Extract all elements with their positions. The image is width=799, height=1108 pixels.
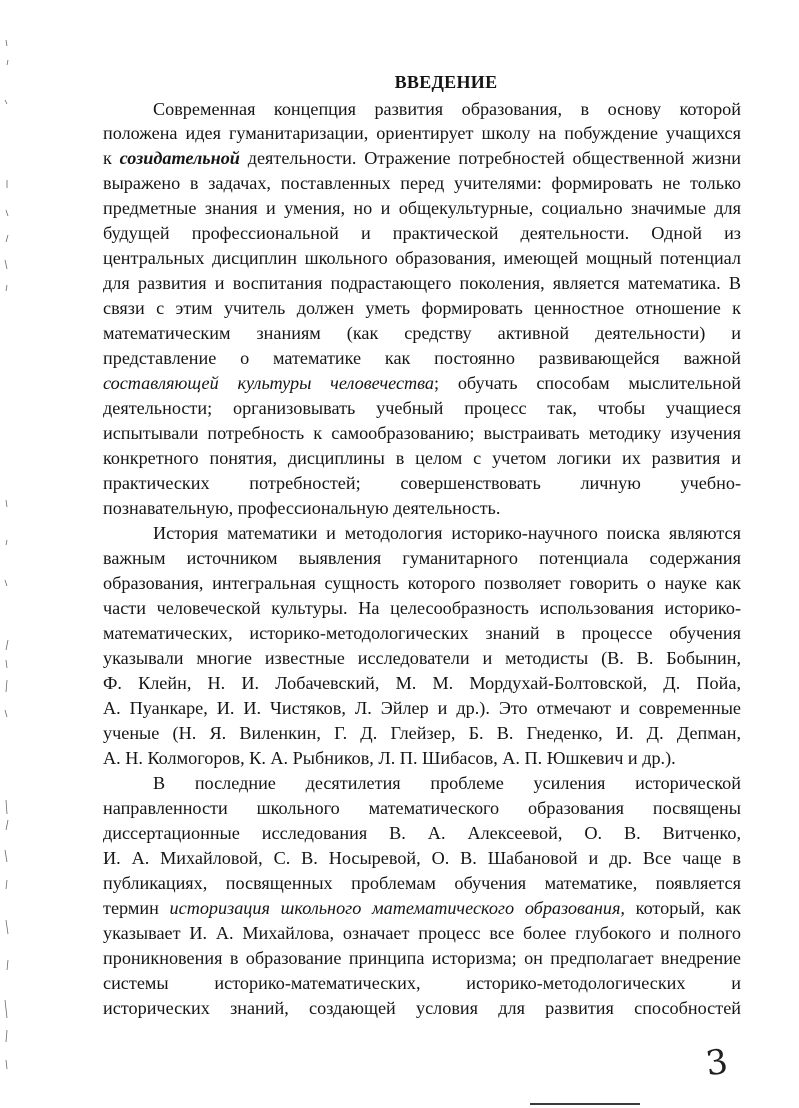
text-line: диссертационные исследования В. А. Алексеевой, О. В. Витченко,: [103, 823, 741, 843]
text-line: центральных дисциплин школьного образования, имеющей мощный потенциал: [103, 248, 741, 268]
text-line: образования, интегральная сущность которого позволяет говорить о науке как: [103, 573, 741, 593]
text-line: составляющей культуры человечества; обучать способам мыслительной: [103, 373, 741, 393]
text-line: проникновения в образование принципа историзма; он предполагает внедрение: [103, 948, 741, 968]
text-line: Ф. Клейн, Н. И. Лобачевский, М. М. Мордухай-Болтовской, Д. Пойа,: [103, 673, 741, 693]
text-line: направленности школьного математического образования посвящены: [103, 798, 741, 818]
text-line: математическим знаниям (как средству активной деятельности) и: [103, 323, 741, 343]
text-line: деятельности; организовывать учебный процесс так, чтобы учащиеся: [103, 398, 741, 418]
text-line: к созидательной деятельности. Отражение потребностей общественной жизни: [103, 148, 741, 168]
text-line: Современная концепция развития образования, в основу которой: [153, 99, 741, 119]
text-line: исторических знаний, создающей условия для развития способностей: [103, 998, 741, 1018]
text-line: выражено в задачах, поставленных перед учителями: формировать не только: [103, 173, 741, 193]
text-line: предметные знания и умения, но и общекультурные, социально значимые для: [103, 198, 741, 218]
page-number: 3: [703, 1041, 731, 1085]
text-line: системы историко-математических, историко-методологических и: [103, 973, 741, 993]
text-line: части человеческой культуры. На целесообразность использования историко-: [103, 598, 741, 618]
text-line: математических, историко-методологических знаний в процессе обучения: [103, 623, 741, 643]
text-line: публикациях, посвященных проблемам обучения математике, появляется: [103, 873, 741, 893]
text-line: В последние десятилетия проблеме усиления исторической: [153, 773, 741, 793]
text-line: важным источником выявления гуманитарного потенциала содержания: [103, 548, 741, 568]
page-title: ВВЕДЕНИЕ: [394, 72, 498, 92]
text-line: представление о математике как постоянно развивающейся важной: [103, 348, 741, 368]
text-line: конкретного понятия, дисциплины в целом с учетом логики их развития и: [103, 448, 741, 468]
text-line: указывает И. А. Михайлова, означает процесс все более глубокого и полного: [103, 923, 741, 943]
text-line: положена идея гуманитаризации, ориентирует школу на побуждение учащихся: [103, 123, 741, 143]
text-line: испытывали потребность к самообразованию; выстраивать методику изучения: [103, 423, 741, 443]
text-line: познавательную, профессиональную деятельность.: [103, 498, 501, 518]
text-line: практических потребностей; совершенствовать личную учебно-: [103, 473, 741, 493]
text-line: термин историзация школьного математического образования, который, как: [103, 898, 741, 918]
scan-edge-mark: [530, 1103, 640, 1105]
text-line: указывали многие известные исследователи и методисты (В. В. Бобынин,: [103, 648, 741, 668]
text-line: связи с этим учитель должен уметь формировать ценностное отношение к: [103, 298, 741, 318]
text-line: А. Н. Колмогоров, К. А. Рыбников, Л. П. Шибасов, А. П. Юшкевич и др.).: [103, 748, 676, 768]
text-line: История математики и методология историко-научного поиска являются: [153, 523, 741, 543]
text-line: будущей профессиональной и практической деятельности. Одной из: [103, 223, 741, 243]
scan-margin-marks: [2, 20, 12, 1100]
text-line: И. А. Михайловой, С. В. Носыревой, О. В. Шабановой и др. Все чаще в: [103, 848, 741, 868]
text-line: ученые (Н. Я. Виленкин, Г. Д. Глейзер, Б. В. Гнеденко, И. Д. Депман,: [103, 723, 741, 743]
text-line: А. Пуанкаре, И. И. Чистяков, Л. Эйлер и др.). Это отмечают и современные: [103, 698, 741, 718]
text-line: для развития и воспитания подрастающего поколения, является математика. В: [103, 273, 741, 293]
